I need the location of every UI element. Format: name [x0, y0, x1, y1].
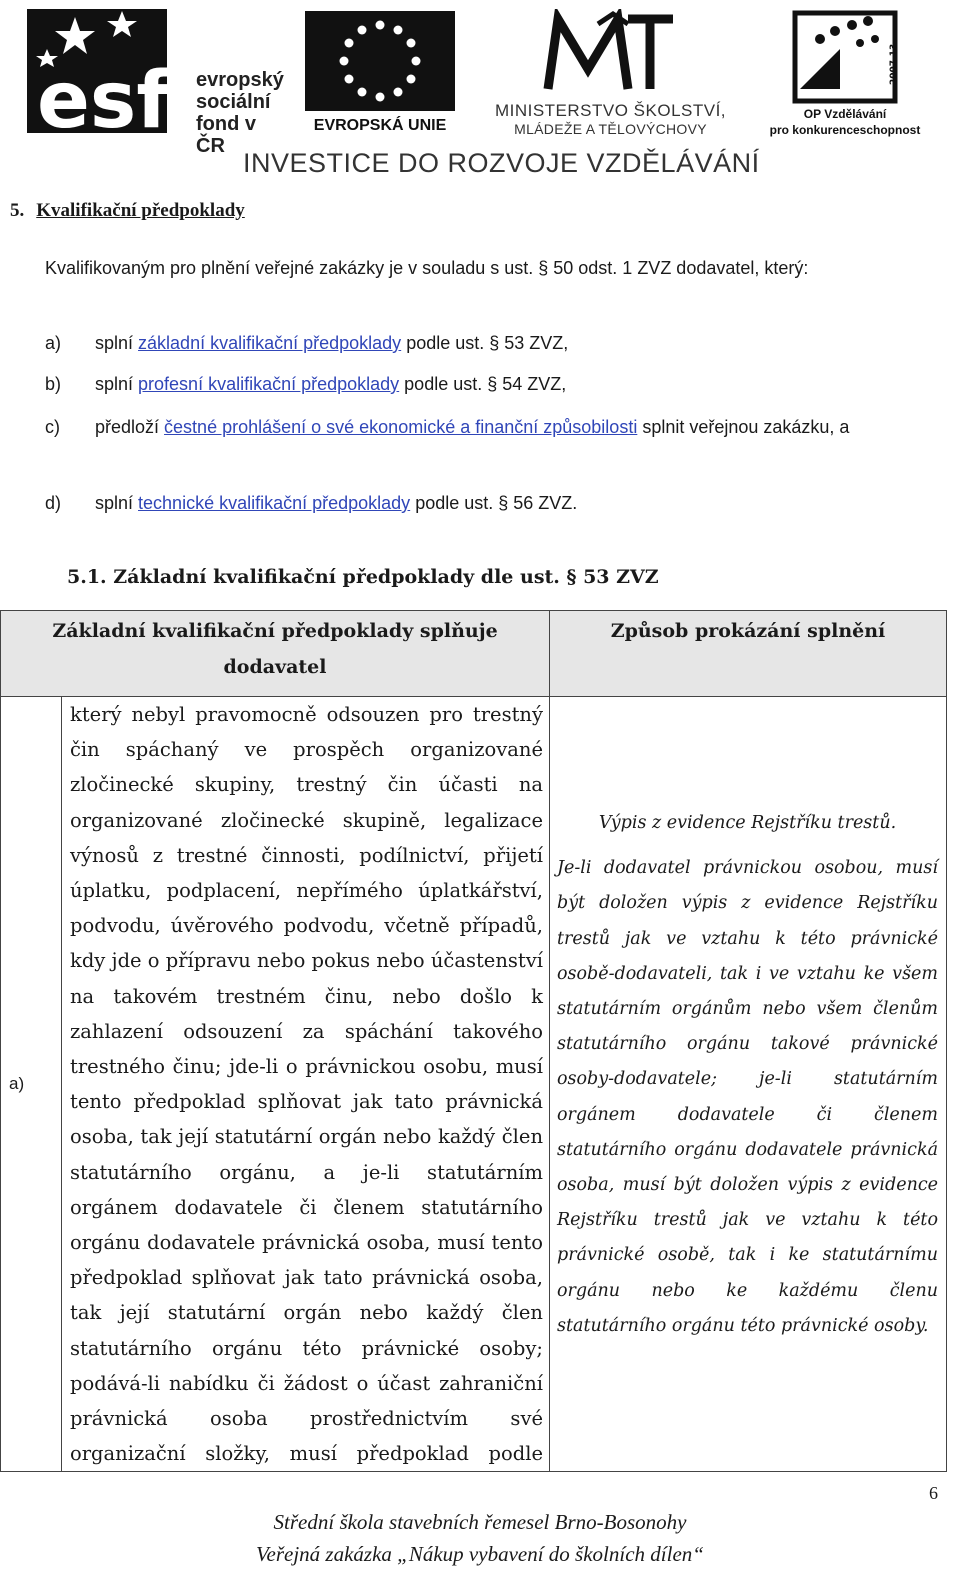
subsection-title: 5.1. Základní kvalifikační předpoklady dle ust. § 53 ZVZ — [67, 566, 659, 588]
msmt-line-1: MINISTERSTVO ŠKOLSTVÍ, — [494, 101, 727, 120]
msmt-mark-icon — [478, 9, 743, 99]
op-line-1: OP Vzdělávání — [803, 107, 887, 121]
investice-banner: INVESTICE DO ROZVOJE VZDĚLÁVÁNÍ — [243, 148, 760, 178]
section-number: 5. — [10, 200, 25, 221]
esf-logo — [27, 9, 284, 157]
esf-line-1: evropský — [196, 69, 284, 91]
op-mark-icon — [760, 9, 930, 105]
list-mark: d) — [45, 493, 62, 513]
proof-cell — [550, 697, 947, 1472]
header-proof: Způsob prokázání splnění — [550, 611, 947, 697]
msmt-logo — [478, 9, 743, 137]
eu-label: EVROPSKÁ UNIE — [313, 117, 447, 134]
header-requirements: Základní kvalifikační předpoklady splňuje dodavatel — [1, 611, 550, 697]
svg-text:esf: esf — [37, 56, 171, 133]
proof-first: Výpis z evidence Rejstříku trestů. — [598, 813, 897, 833]
esf-line-3: fond v ČR — [196, 113, 256, 157]
link-zakladni-kvalifikacni-predpoklady[interactable]: základní kvalifikační předpoklady — [138, 333, 402, 353]
eu-flag-icon — [300, 9, 460, 113]
page-number: 6 — [929, 1483, 938, 1503]
link-profesni-kvalifikacni-predpoklady[interactable]: profesní kvalifikační předpoklady — [138, 374, 400, 394]
section-title: Kvalifikační předpoklady — [36, 200, 245, 221]
list-mark: a) — [45, 333, 62, 353]
link-cestne-prohlaseni[interactable]: čestné prohlášení o své ekonomické a finanční způsobilosti — [164, 417, 638, 437]
section-heading — [10, 200, 245, 222]
qualification-table — [0, 610, 947, 1472]
op-logo — [760, 9, 930, 137]
table-row — [1, 697, 947, 1472]
svg-text:2007-13: 2007-13 — [889, 43, 899, 85]
footer-school: Střední škola stavebních řemesel Brno-Bosonohy — [273, 1510, 687, 1534]
proof-rest: Je-li dodavatel právnickou osobou, musí být doložen výpis z evidence Rejstříku trestů jak ve vztahu k této právnické osobě-dodavateli, tak i ve vztahu ke všem statutárním orgánům nebo všem členům statutárního orgánu takové právnické osoby-dodavatele; je-li statutárním orgánem dodavatele či členem statutárního orgánu dodavatele právnická osoba, musí být doložen výpis z evidence Rejstříku trestů jak ve vztahu k této právnické osobě, tak i ke statutárnímu orgánu nebo ke každému členu statutárního orgánu této právnické osoby. — [557, 858, 938, 1336]
row-mark: a) — [1, 697, 62, 1472]
link-technicke-kvalifikacni-predpoklady[interactable]: technické kvalifikační předpoklady — [138, 493, 411, 513]
table-header-row — [1, 611, 947, 697]
op-line-2: pro konkurenceschopnost — [769, 123, 921, 137]
footer-contract: Veřejná zakázka „Nákup vybavení do školních dílen“ — [256, 1542, 704, 1566]
eu-logo — [300, 9, 460, 133]
esf-line-2: sociální — [196, 91, 271, 113]
intro-paragraph: Kvalifikovaným pro plnění veřejné zakázky je v souladu s ust. § 50 odst. 1 ZVZ dodavatel, který: — [45, 258, 809, 278]
list-mark: b) — [45, 374, 62, 394]
requirement-text: který nebyl pravomocně odsouzen pro trestný čin spáchaný ve prospěch organizované zločinecké skupiny, trestný čin účasti na organizované zločinecké skupině, legalizace výnosů z trestné činnosti, podílnictví, přijetí úplatku, podplacení, nepřímého úplatkářství, podvodu, úvěrového podvodu, včetně případů, kdy jde o přípravu nebo pokus nebo účastenství na takovém trestném činu, nebo došlo k zahlazení odsouzení za spáchání takového trestného činu; jde-li o právnickou osobu, musí tento předpoklad splňovat jak tato právnická osoba, tak její statutární orgán nebo každý člen statutárního orgánu, a je-li statutárním orgánem dodavatele či členem statutárního orgánu dodavatele právnická osoba, musí tento předpoklad splňovat jak tato právnická osoba, tak její statutární orgán nebo každý člen statutárního orgánu této právnické osoby; podává-li nabídku či žádost o účast zahraniční právnická osoba prostřednictvím své organizační složky, musí předpoklad podle — [62, 697, 550, 1472]
msmt-line-2: MLÁDEŽE A TĚLOVÝCHOVY — [514, 121, 707, 137]
list-mark: c) — [45, 417, 60, 437]
